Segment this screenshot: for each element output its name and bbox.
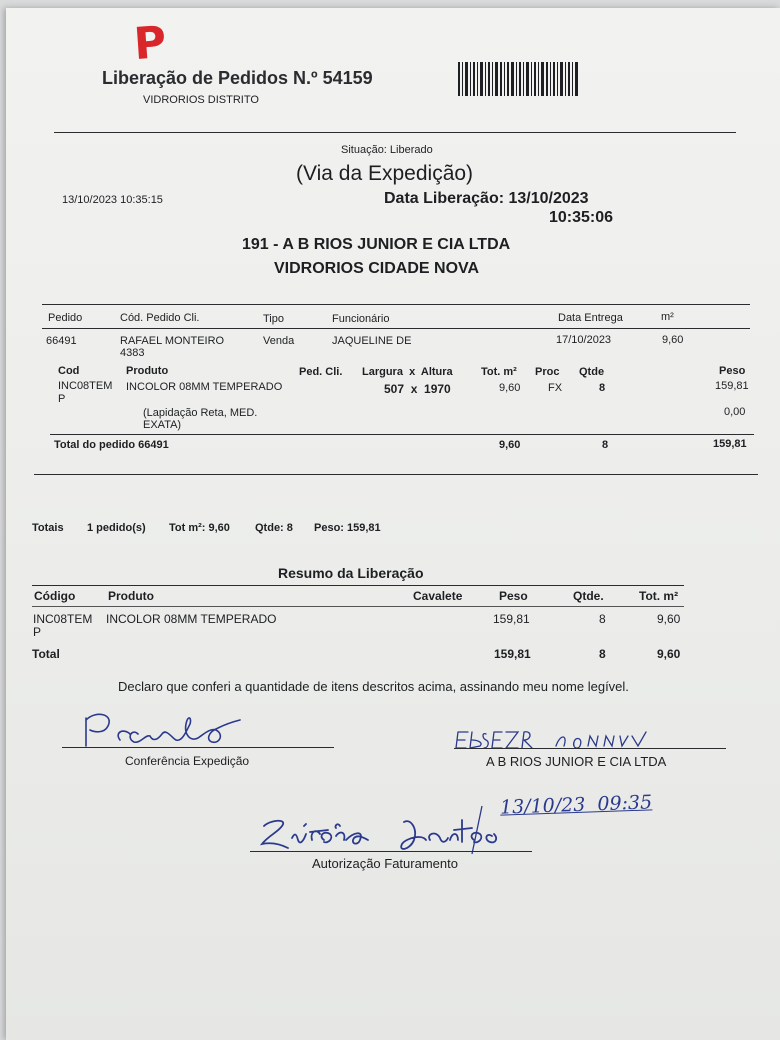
summary-total-weight: 159,81 — [494, 647, 531, 661]
order-total-qtde: 8 — [602, 439, 609, 451]
item-header-cod: Cod — [58, 365, 80, 377]
signature-conferencia — [80, 704, 250, 750]
item-dims: 507 x 1970 — [384, 382, 451, 396]
totals-m2: Tot m²: 9,60 — [169, 522, 230, 534]
item-header-proc: Proc — [535, 366, 560, 378]
document-paper — [6, 8, 780, 1040]
summary-header-tot-m2: Tot. m² — [639, 589, 679, 603]
release-date: Data Liberação: 13/10/2023 — [384, 190, 589, 207]
employee-name: JAQUELINE DE — [332, 335, 412, 347]
summary-header-cavalete: Cavalete — [413, 589, 463, 603]
client-name: RAFAEL MONTEIRO — [120, 335, 225, 347]
order-number: 66491 — [46, 335, 77, 347]
item-peso: 159,81 — [715, 380, 749, 392]
col-header-funcionario: Funcionário — [332, 313, 390, 325]
col-header-m2: m² — [661, 311, 674, 323]
totals-qtde: Qtde: 8 — [255, 522, 293, 534]
totals-weight: Peso: 159,81 — [314, 522, 381, 534]
order-total-m2: 9,60 — [499, 439, 521, 451]
col-header-pedido: Pedido — [48, 312, 83, 324]
totals-label: Totais — [32, 522, 64, 534]
handwritten-date: 13/10/23 09:35 — [499, 791, 653, 819]
signature-line — [250, 851, 532, 852]
item-desc: (Lapidação Reta, MED. — [143, 407, 258, 419]
col-header-cod-cli: Cód. Pedido Cli. — [120, 312, 200, 324]
summary-header-peso: Peso — [499, 589, 528, 603]
signature-line — [62, 747, 334, 748]
item-sub-peso: 0,00 — [724, 406, 746, 418]
order-m2: 9,60 — [662, 334, 684, 346]
client-code: 4383 — [120, 347, 145, 359]
order-type: Venda — [263, 335, 295, 347]
summary-code: INC08TEM — [33, 612, 93, 626]
summary-header-produto: Produto — [108, 589, 154, 603]
handwritten-mark: P — [132, 16, 168, 71]
signature-faturamento — [254, 800, 544, 862]
divider — [32, 606, 684, 607]
item-code: INC08TEM — [58, 380, 113, 392]
summary-code-cont: P — [33, 625, 42, 639]
summary-product: INCOLOR 08MM TEMPERADO — [106, 612, 277, 626]
summary-total-qtde: 8 — [599, 647, 606, 661]
summary-qtde: 8 — [599, 612, 606, 626]
signature-caption-faturamento: Autorização Faturamento — [312, 856, 458, 871]
delivery-date: 17/10/2023 — [556, 334, 612, 346]
copy-label: (Via da Expedição) — [296, 162, 474, 185]
summary-header-qtde: Qtde. — [573, 589, 604, 603]
item-header-peso: Peso — [719, 365, 746, 377]
item-header-produto: Produto — [126, 365, 169, 377]
item-header-ped-cli: Ped. Cli. — [299, 366, 343, 378]
summary-total-label: Total — [32, 647, 60, 661]
col-header-tipo: Tipo — [263, 313, 284, 325]
signature-caption-conferencia: Conferência Expedição — [125, 754, 250, 768]
company-name: VIDRORIOS DISTRITO — [143, 94, 259, 106]
summary-weight: 159,81 — [493, 612, 530, 626]
divider — [54, 132, 736, 133]
item-header-qtde: Qtde — [579, 366, 605, 378]
signature-caption-company: A B RIOS JUNIOR E CIA LTDA — [486, 754, 667, 769]
item-tot-m2: 9,60 — [499, 382, 521, 394]
divider — [42, 328, 750, 329]
item-qtde: 8 — [599, 382, 606, 394]
barcode-icon — [458, 62, 580, 96]
customer-line-1: 191 - A B RIOS JUNIOR E CIA LTDA — [242, 236, 511, 253]
print-datetime: 13/10/2023 10:35:15 — [62, 194, 163, 206]
item-proc: FX — [548, 382, 563, 394]
declaration-text: Declaro que conferi a quantidade de itens descritos acima, assinando meu nome legível. — [118, 679, 629, 694]
item-product: INCOLOR 08MM TEMPERADO — [126, 381, 283, 393]
divider — [32, 585, 684, 586]
order-total-peso: 159,81 — [713, 438, 747, 450]
summary-title: Resumo da Liberação — [278, 565, 424, 581]
document-title: Liberação de Pedidos N.º 54159 — [102, 68, 373, 88]
item-header-dims: Largura x Altura — [362, 366, 453, 378]
item-header-tot-m2: Tot. m² — [481, 366, 517, 378]
customer-line-2: VIDRORIOS CIDADE NOVA — [274, 260, 480, 277]
signature-line — [454, 748, 726, 749]
item-desc-cont: EXATA) — [143, 419, 182, 431]
divider — [50, 434, 754, 435]
status-text: Situação: Liberado — [341, 144, 433, 156]
summary-tot-m2: 9,60 — [657, 612, 681, 626]
divider — [42, 304, 750, 305]
summary-header-codigo: Código — [34, 589, 76, 603]
divider — [34, 474, 758, 475]
item-code-cont: P — [58, 393, 66, 405]
order-total-label: Total do pedido 66491 — [54, 439, 169, 451]
summary-total-tot-m2: 9,60 — [657, 647, 681, 661]
release-time: 10:35:06 — [549, 209, 614, 226]
col-header-data-entrega: Data Entrega — [558, 312, 623, 324]
totals-orders: 1 pedido(s) — [87, 522, 146, 534]
